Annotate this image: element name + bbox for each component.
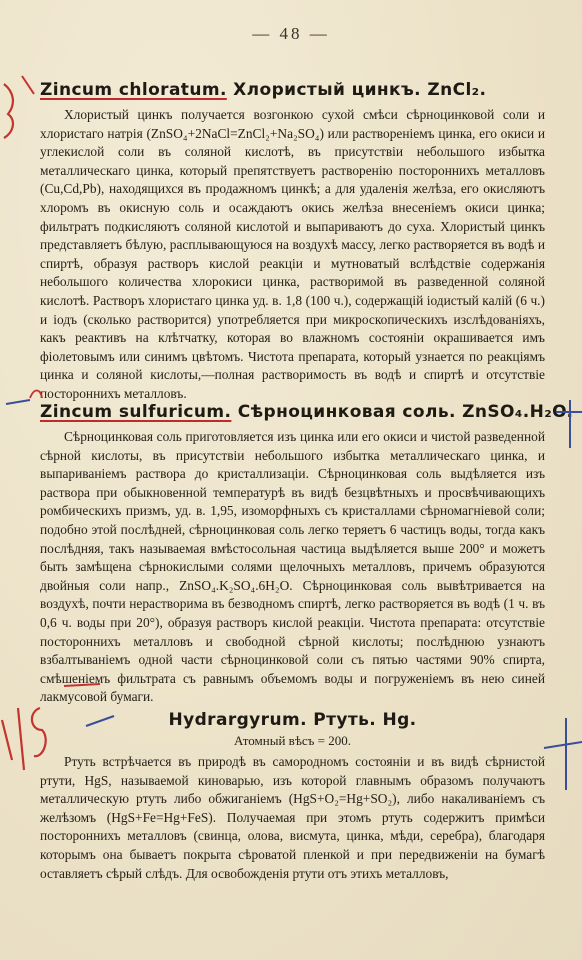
section-text: Хлористый цинкъ получается возгонкою сухой смѣси сѣрноцинковой соли и хлористаго натрія (ZnSO₄+2NaCl=ZnCl₂+Na₂SO₄) или раствореніемъ цинка, его окиси и углекислой соли въ соляной кислотѣ, въ присутствіи небольшого избытка металлическаго цинка, который препятствуетъ растворенію постороннихъ металловъ (Cu,Cd,Pb), находящихся въ продажномъ цинкѣ; а для удаленія желѣза, его окисляютъ хлоромъ въ окисную соль и осаждаютъ окись желѣза внесеніемъ окиси цинка; фильтратъ подкисляютъ соляной кислотой и выпариваютъ до суха. Хлористый цинкъ представляетъ бѣлую, расплывающуюся на воздухѣ массу, легко растворяется въ водѣ и спиртѣ, образуя растворъ кислой реакціи и мутноватый вслѣдствіе содержанія небольшого количества хлорокиси цинка, растворимой въ разведенной соляной кислотѣ. Растворъ хлористаго цинка уд. в. 1,8 (100 ч.), содержащій іодистый калій (6 ч.) и іодъ (сколько растворится) употребляется при микроскопическихъ изслѣдованіяхъ, какъ реактивъ на клѣтчатку, которая во влажномъ состояніи окрашивается имъ фіолетовымъ или синимъ цвѣтомъ. Чистота препарата, который узнается по реакціямъ цинка и соляной кислоты,—полная растворимость въ водѣ и спиртѣ и отсутствіе постороннихъ металловъ. [40, 107, 545, 401]
atomic-weight: Атомный вѣсъ = 200. [234, 733, 351, 748]
section-zincum-chloratum [40, 80, 545, 404]
latin-name: Zincum chloratum. [40, 80, 227, 100]
section-hydrargyrum [40, 710, 545, 883]
section-heading [40, 80, 545, 100]
section-zincum-sulfuricum [40, 402, 574, 707]
red-bracket-mark [4, 84, 13, 138]
russian-title: Хлористый цинкъ. ZnCl₂. [233, 80, 487, 100]
blue-cross-mark [544, 718, 582, 790]
section-text: Сѣрноцинковая соль приготовляется изъ цинка или его окиси и чистой разведенной сѣрной кислоты, въ присутствіи небольшого избытка металлическаго цинка, и выпариваніемъ раствора до кристаллизаціи. Сѣрноцинковая соль выдѣляется изъ раствора при обыкновенной температурѣ въ видѣ безцвѣтныхъ и просвѣчивающихъ ромбическихъ призмъ, уд. в. 1,95, изоморфныхъ съ кристаллами сѣрномагніевой соли; подобно этой послѣдней, сѣрноцинковая соль легко теряетъ 6 частицъ воды, тогда какъ послѣдняя, такъ называемая вмѣстосольная частица выдѣляется выше 200° и можетъ быть замѣщена сѣрнокислыми солями щелочныхъ металловъ, причемъ образуются двойныя соли напр., ZnSO₄.K₂SO₄.6H₂O. Сѣрноцинковая соль вывѣтривается на воздухѣ, почти нерастворима въ безводномъ спиртѣ, легко растворяется въ водѣ (1 ч. въ 0,6 ч. воды при 20°), образуя растворъ кислой реакціи. Чистота препарата: отсутствіе постороннихъ металловъ и свободной сѣрной кислоты; послѣднюю узнаютъ взбалтываніемъ одной части сѣрноцинковой соли съ пятью частями 90% спирта, смѣшеніемъ фильтрата съ равнымъ объемомъ воды и погруженіемъ въ нею синей лакмусовой бумаги. [40, 429, 545, 705]
page-number: — 48 — [252, 24, 330, 43]
section-heading [40, 402, 574, 422]
section-text: Ртуть встрѣчается въ природѣ въ самородномъ состояніи и въ видѣ сѣрнистой ртути, HgS, называемой киноварью, изъ которой главнымъ образомъ получаютъ металлическую ртуть либо обжиганіемъ (HgS+O₂=Hg+SO₂), либо накаливаніемъ съ желѣзомъ (HgS+Fe=Hg+FeS). Получаемая при этомъ ртуть содержитъ примѣси постороннихъ металловъ (свинца, олова, висмута, цинка, мѣди, серебра), благодаря которымъ она бываетъ покрыта сѣроватой пленкой и при передвиженіи на бумагѣ оставляетъ сѣрый слѣдъ. Для освобожденія ртути отъ этихъ металловъ, [40, 754, 545, 881]
red-tick-mark [22, 76, 34, 94]
russian-title: Сѣрноцинковая соль. ZnSO₄.H₂O. [237, 402, 574, 422]
latin-name: Zincum sulfuricum. [40, 402, 232, 422]
section-heading [40, 710, 545, 730]
latin-name: Hydrargyrum. [168, 710, 307, 730]
blue-dash-mark [6, 400, 30, 404]
russian-title: Ртуть. Hg. [313, 710, 417, 730]
